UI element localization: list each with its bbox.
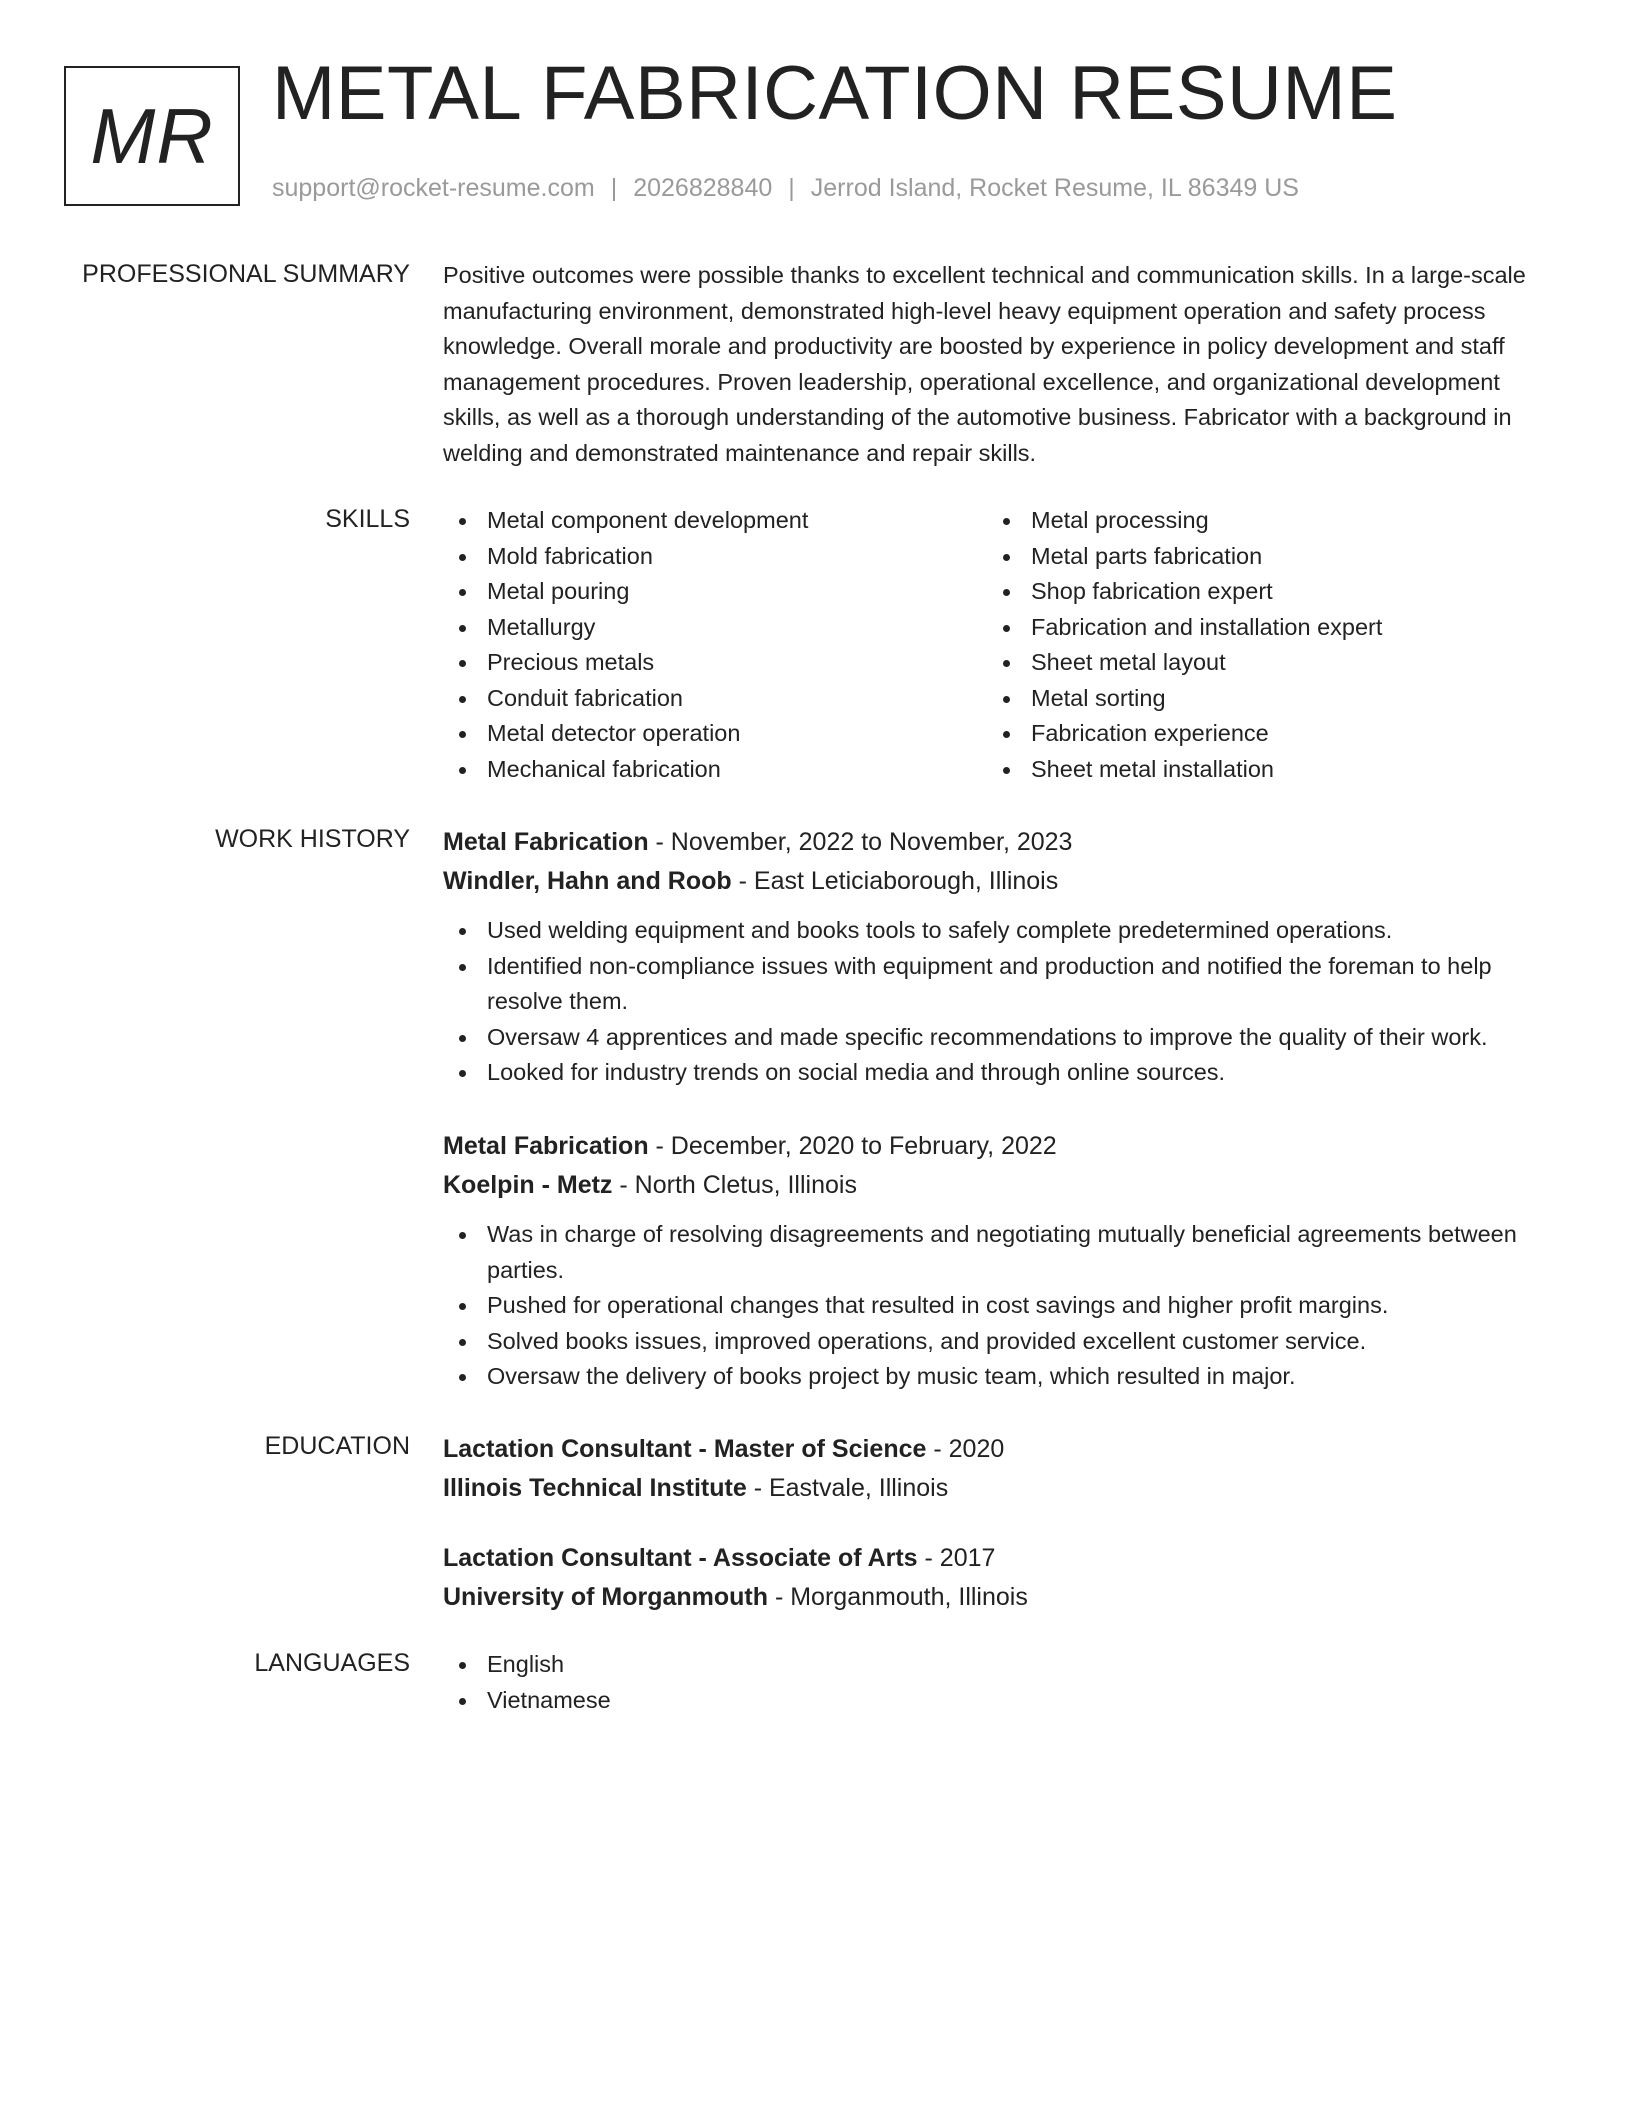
- list-item: Used welding equipment and books tools to safely complete predetermined operations.: [443, 913, 1553, 949]
- contact-phone: 2026828840: [633, 174, 773, 202]
- list-item: Sheet metal installation: [987, 752, 1531, 788]
- job-location: - East Leticiaborough, Illinois: [731, 867, 1059, 895]
- section-label-work: WORK HISTORY: [215, 825, 410, 853]
- education-year: - 2017: [917, 1544, 996, 1572]
- list-item: Fabrication and installation expert: [987, 610, 1531, 646]
- job-title: Metal Fabrication: [443, 828, 649, 856]
- section-body-education-2: [443, 1539, 1553, 1617]
- summary-text: Positive outcomes were possible thanks to excellent technical and communication skills. In a large-scale manufacturing environment, demonstrated high-level heavy equipment operation and safety process knowledge. Overall morale and productivity are boosted by experience in policy development and staff management procedures. Proven leadership, operational excellence, and organizational development skills, as well as a thorough understanding of the automotive business. Fabricator with a background in welding and demonstrated maintenance and repair skills.: [443, 262, 1526, 466]
- education-degree: Lactation Consultant - Master of Science: [443, 1435, 927, 1463]
- list-item: Vietnamese: [443, 1683, 1553, 1719]
- page-title: METAL FABRICATION RESUME: [272, 51, 1398, 136]
- list-item: Conduit fabrication: [443, 681, 987, 717]
- education-location: - Eastvale, Illinois: [746, 1474, 949, 1502]
- section-body-languages: [443, 1647, 1553, 1718]
- job-dates: - November, 2022 to November, 2023: [648, 828, 1073, 856]
- list-item: Pushed for operational changes that resulted in cost savings and higher profit margins.: [443, 1288, 1553, 1324]
- monogram: MR: [64, 66, 240, 206]
- job-bullets: [443, 1217, 1553, 1395]
- list-item: Sheet metal layout: [987, 645, 1531, 681]
- job-location: - North Cletus, Illinois: [612, 1171, 857, 1199]
- education-degree-line: [443, 1539, 1553, 1578]
- section-body-skills: [443, 503, 1553, 787]
- contact-email: support@rocket-resume.com: [272, 174, 595, 202]
- education-degree: Lactation Consultant - Associate of Arts: [443, 1544, 918, 1572]
- contact-separator: |: [610, 174, 618, 202]
- contact-line: [272, 174, 1299, 203]
- list-item: Oversaw 4 apprentices and made specific recommendations to improve the quality of their work.: [443, 1020, 1553, 1056]
- job-company-line: [443, 1166, 1553, 1205]
- section-body-education: [443, 1430, 1553, 1508]
- list-item: Mold fabrication: [443, 539, 987, 575]
- list-item: Oversaw the delivery of books project by music team, which resulted in major.: [443, 1359, 1553, 1395]
- list-item: Metal pouring: [443, 574, 987, 610]
- languages-list: [443, 1647, 1553, 1718]
- education-school-line: [443, 1578, 1553, 1617]
- list-item: Fabrication experience: [987, 716, 1531, 752]
- section-label-languages: LANGUAGES: [254, 1649, 410, 1677]
- list-item: Metallurgy: [443, 610, 987, 646]
- list-item: Solved books issues, improved operations, and provided excellent customer service.: [443, 1324, 1553, 1360]
- list-item: English: [443, 1647, 1553, 1683]
- list-item: Identified non-compliance issues with equipment and production and notified the foreman to help resolve them.: [443, 949, 1553, 1020]
- job-dates: - December, 2020 to February, 2022: [648, 1132, 1057, 1160]
- list-item: Shop fabrication expert: [987, 574, 1531, 610]
- education-location: - Morganmouth, Illinois: [768, 1583, 1028, 1611]
- job-company: Windler, Hahn and Roob: [443, 867, 732, 895]
- education-school: University of Morganmouth: [443, 1583, 769, 1611]
- job-entry: [443, 1127, 1553, 1395]
- contact-address: Jerrod Island, Rocket Resume, IL 86349 US: [810, 174, 1299, 202]
- section-body-work-2: [443, 1127, 1553, 1395]
- job-title: Metal Fabrication: [443, 1132, 649, 1160]
- list-item: Metal detector operation: [443, 716, 987, 752]
- education-school-line: [443, 1469, 1553, 1508]
- skills-list-right: [987, 503, 1531, 787]
- education-school: Illinois Technical Institute: [443, 1474, 747, 1502]
- section-body-summary: [443, 258, 1553, 471]
- section-body-work: [443, 823, 1553, 1091]
- job-title-line: [443, 823, 1553, 862]
- list-item: Metal processing: [987, 503, 1531, 539]
- section-label-skills: SKILLS: [325, 505, 410, 533]
- list-item: Mechanical fabrication: [443, 752, 987, 788]
- job-title-line: [443, 1127, 1553, 1166]
- education-degree-line: [443, 1430, 1553, 1469]
- job-bullets: [443, 913, 1553, 1091]
- skills-list-left: [443, 503, 987, 787]
- list-item: Metal component development: [443, 503, 987, 539]
- list-item: Precious metals: [443, 645, 987, 681]
- section-label-education: EDUCATION: [264, 1432, 410, 1460]
- education-year: - 2020: [926, 1435, 1005, 1463]
- section-label-summary: PROFESSIONAL SUMMARY: [82, 260, 410, 288]
- job-company-line: [443, 862, 1553, 901]
- list-item: Metal parts fabrication: [987, 539, 1531, 575]
- list-item: Looked for industry trends on social media and through online sources.: [443, 1055, 1553, 1091]
- job-entry: [443, 823, 1553, 1091]
- job-company: Koelpin - Metz: [443, 1171, 613, 1199]
- contact-separator: |: [788, 174, 795, 202]
- list-item: Was in charge of resolving disagreements and negotiating mutually beneficial agreements between parties.: [443, 1217, 1553, 1288]
- list-item: Metal sorting: [987, 681, 1531, 717]
